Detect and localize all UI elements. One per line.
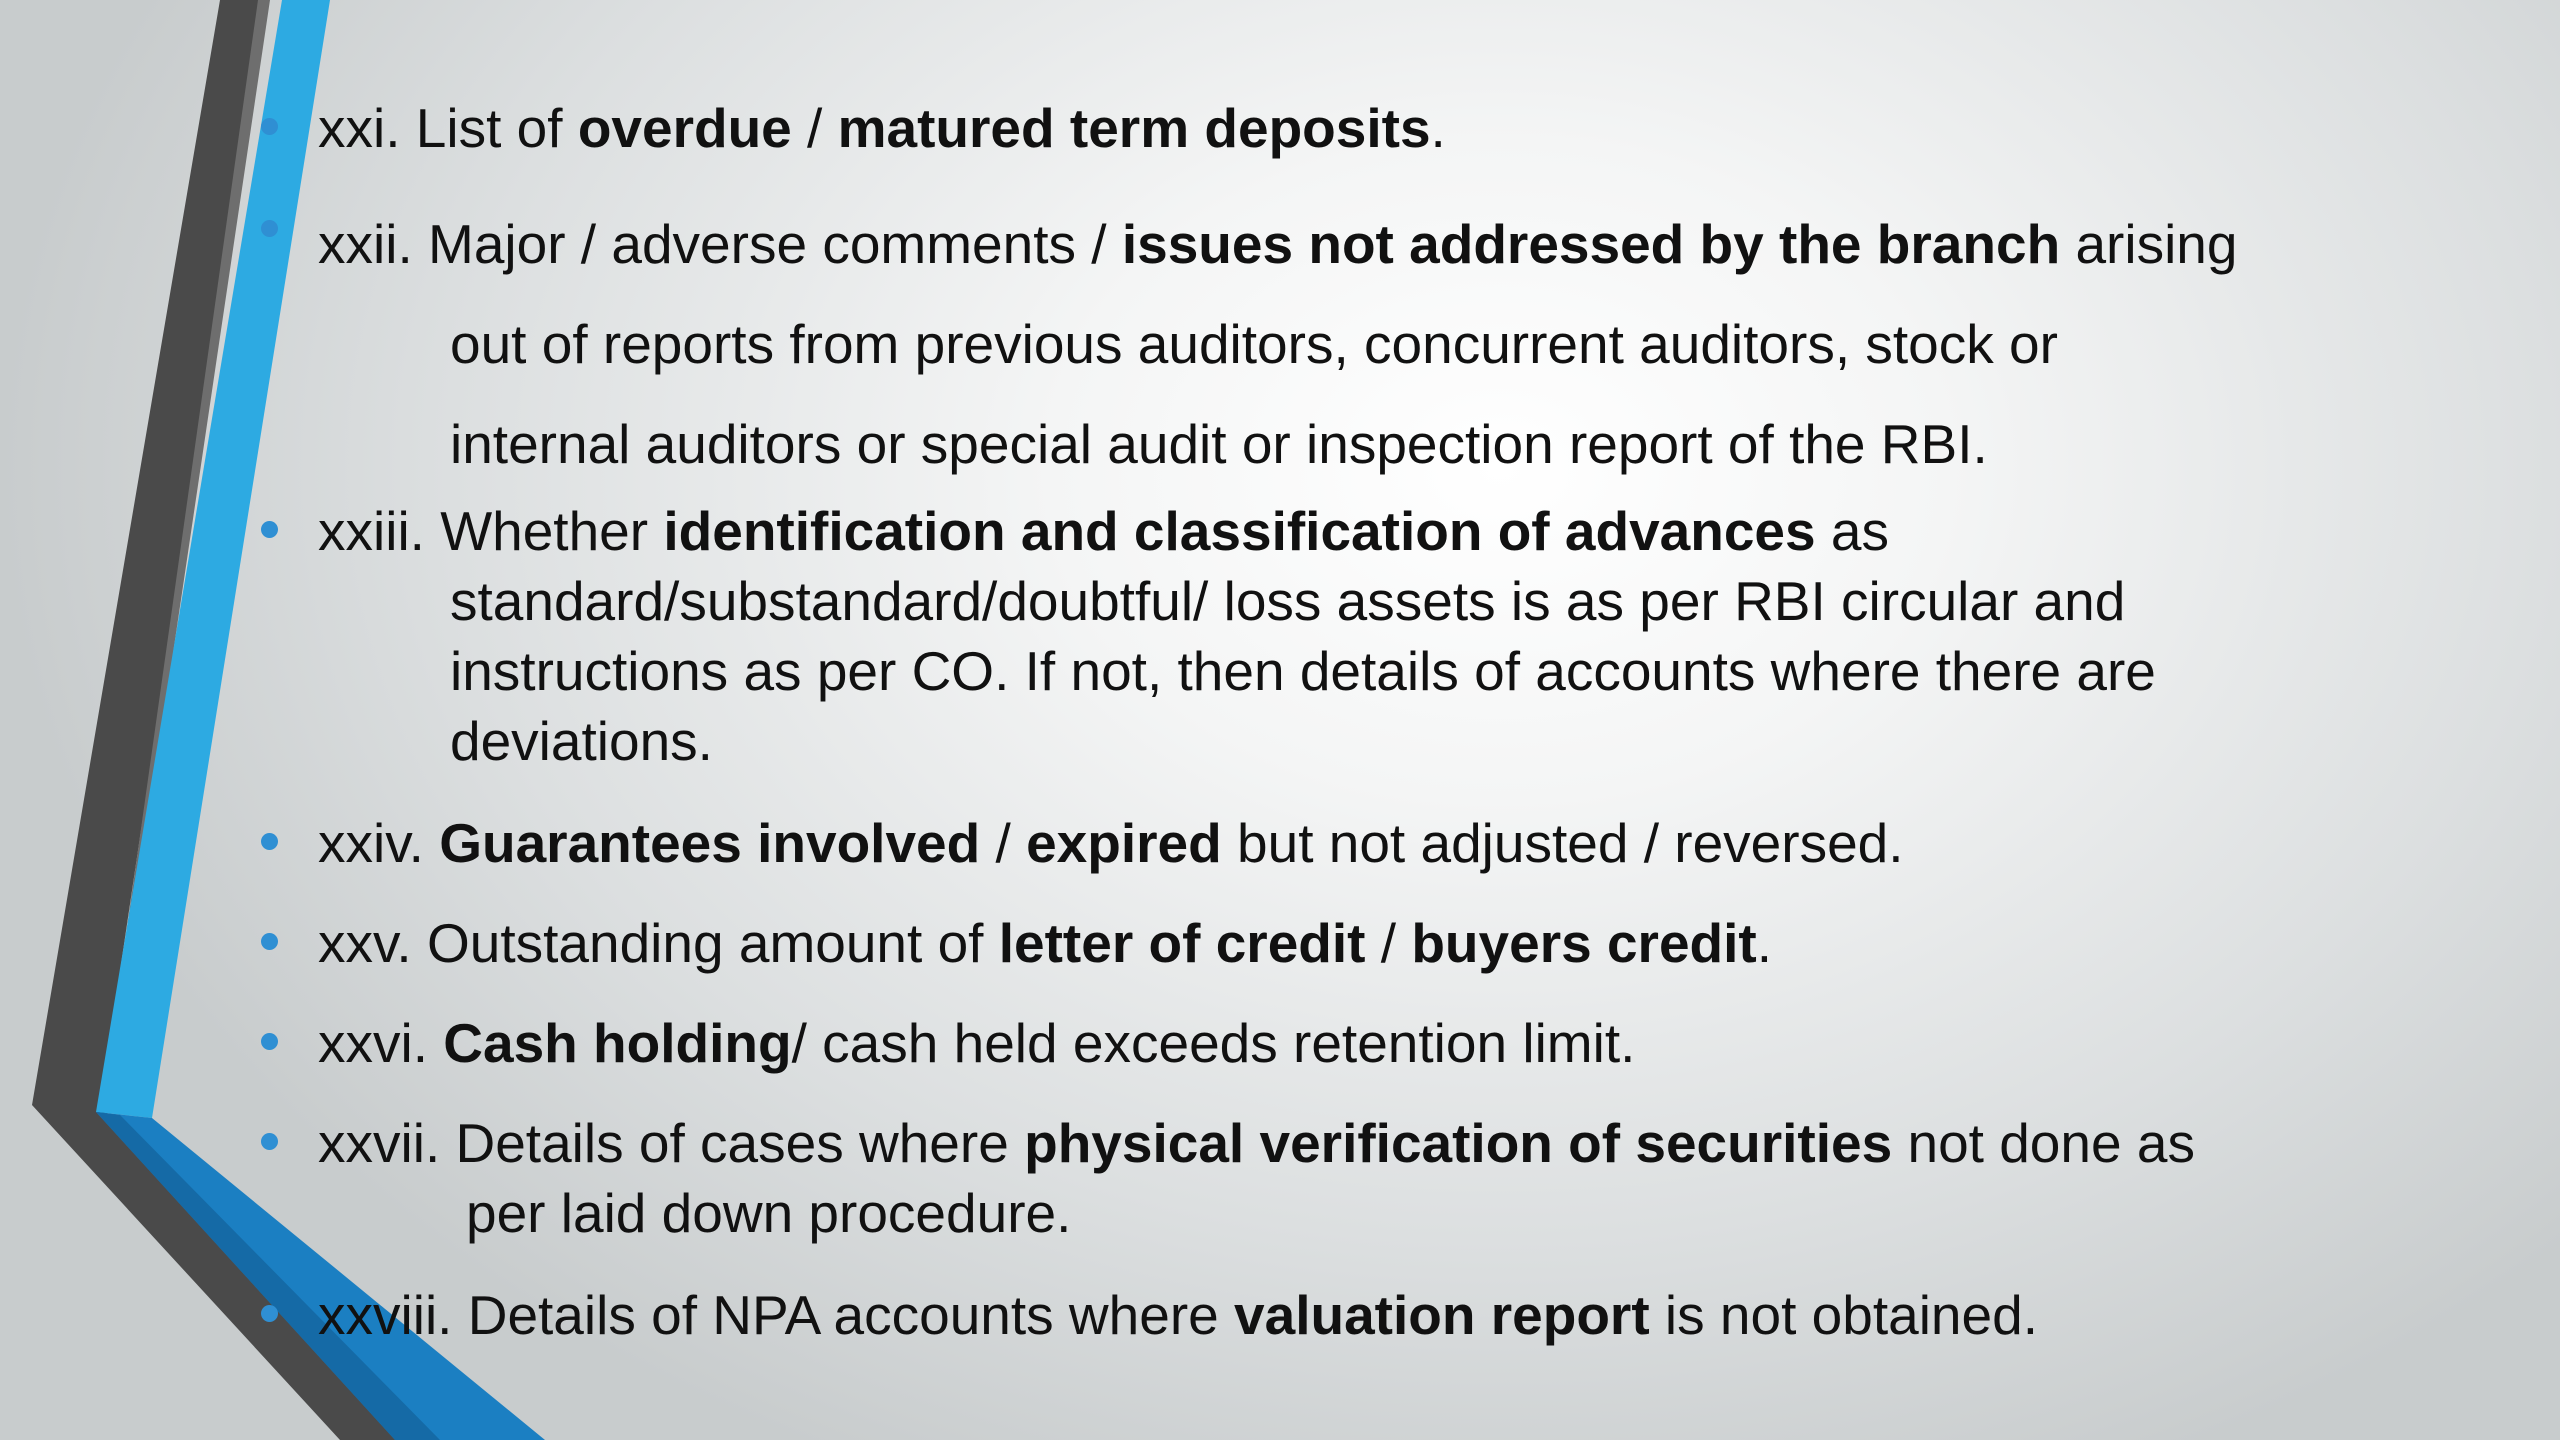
text-run: /: [1365, 912, 1412, 974]
text-run: /: [980, 812, 1027, 874]
text-run: deviations.: [450, 710, 713, 772]
text-run: standard/substandard/doubtful/ loss assets is as per RBI circular and: [450, 570, 2126, 632]
text-run: is not obtained.: [1649, 1284, 2038, 1346]
bold-text: overdue: [577, 97, 792, 159]
list-item: [318, 1008, 1635, 1078]
bullet-icon: [261, 1305, 278, 1322]
text-run: but not adjusted / reversed.: [1221, 812, 1904, 874]
bullet-icon: [261, 118, 278, 135]
bold-text: matured term deposits: [837, 97, 1431, 159]
line-text: [318, 394, 2238, 494]
text-run: internal auditors or special audit or inspection report of the RBI.: [450, 413, 1988, 475]
bullet-icon: [261, 1033, 278, 1050]
list-item: [318, 1108, 2195, 1248]
bold-text: physical verification of securities: [1024, 1112, 1893, 1174]
text-run: xxiv.: [318, 812, 440, 874]
bold-text: issues not addressed by the branch: [1121, 213, 2061, 275]
line-text: [318, 294, 2238, 394]
text-run: arising: [2060, 213, 2238, 275]
line-text: [318, 93, 1446, 163]
text-run: xxviii. Details of NPA accounts where: [318, 1284, 1235, 1346]
line-text: [318, 808, 1904, 878]
text-run: xxiii. Whether: [318, 500, 664, 562]
bullet-icon: [261, 833, 278, 850]
text-run: xxv. Outstanding amount of: [318, 912, 999, 974]
text-run: xxvii. Details of cases where: [318, 1112, 1025, 1174]
text-run: /: [791, 97, 838, 159]
line-text: [318, 566, 2156, 636]
text-run: xxii. Major / adverse comments /: [318, 213, 1122, 275]
text-run: / cash held exceeds retention limit.: [791, 1012, 1636, 1074]
bullet-icon: [261, 220, 278, 237]
text-run: per laid down procedure.: [466, 1182, 1072, 1244]
text-run: xxi. List of: [318, 97, 578, 159]
text-run: not done as: [1892, 1112, 2195, 1174]
bullet-icon: [261, 1133, 278, 1150]
text-run: xxvi.: [318, 1012, 444, 1074]
text-run: .: [1756, 912, 1773, 974]
line-text: [318, 194, 2238, 294]
list-item: [318, 93, 1446, 163]
bold-text: buyers credit: [1411, 912, 1757, 974]
text-run: as: [1815, 500, 1889, 562]
bold-text: expired: [1026, 812, 1222, 874]
bullet-icon: [261, 521, 278, 538]
text-run: instructions as per CO. If not, then details of accounts where there are: [450, 640, 2156, 702]
list-item: [318, 496, 2156, 776]
bullet-icon: [261, 933, 278, 950]
list-item: [318, 1280, 2038, 1350]
bold-text: Cash holding: [443, 1012, 792, 1074]
bold-text: letter of credit: [998, 912, 1366, 974]
line-text: [318, 1008, 1635, 1078]
text-run: out of reports from previous auditors, concurrent auditors, stock or: [450, 313, 2058, 375]
text-run: .: [1430, 97, 1446, 159]
line-text: [318, 908, 1772, 978]
bold-text: valuation report: [1234, 1284, 1650, 1346]
line-text: [318, 1108, 2195, 1178]
line-text: [318, 636, 2156, 706]
list-item: [318, 808, 1904, 878]
line-text: [318, 1178, 2195, 1248]
list-item: [318, 194, 2238, 494]
line-text: [318, 706, 2156, 776]
line-text: [318, 1280, 2038, 1350]
list-item: [318, 908, 1772, 978]
bold-text: Guarantees involved: [439, 812, 981, 874]
bold-text: identification and classification of advances: [663, 500, 1816, 562]
line-text: [318, 496, 2156, 566]
